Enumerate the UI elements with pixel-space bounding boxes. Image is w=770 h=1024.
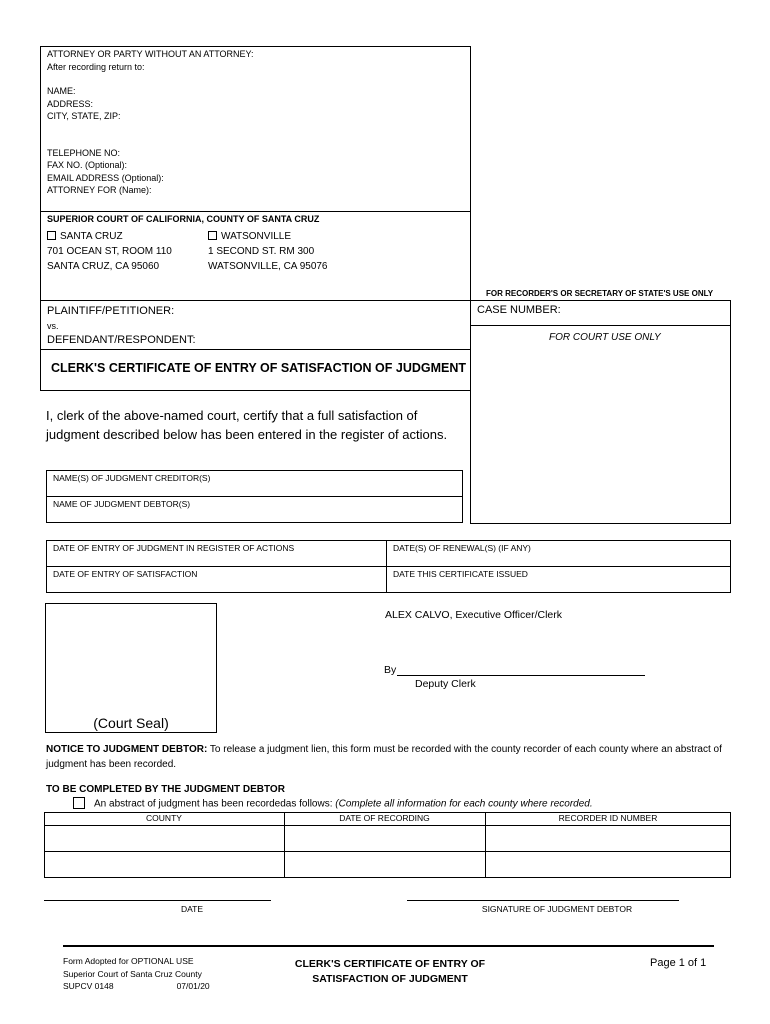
case-number-label: CASE NUMBER: xyxy=(477,304,561,316)
fax-label: FAX NO. (Optional): xyxy=(47,160,128,170)
debtor-signature-label: SIGNATURE OF JUDGMENT DEBTOR xyxy=(481,904,633,914)
abstract-note: (Complete all information for each county where recorded. xyxy=(335,798,593,810)
by-label: By xyxy=(384,664,397,676)
abstract-row xyxy=(73,798,593,810)
deputy-clerk-label: Deputy Clerk xyxy=(415,678,476,690)
col-recorder-id: RECORDER ID NUMBER xyxy=(558,813,658,823)
footer-title-line1: CLERK'S CERTIFICATE OF ENTRY OF xyxy=(294,958,486,970)
footer-date: 07/01/20 xyxy=(176,981,210,991)
footer-form-number: SUPCV 0148 xyxy=(63,981,114,991)
footer-court: Superior Court of Santa Cruz County xyxy=(63,968,202,979)
abstract-checkbox[interactable] xyxy=(73,797,85,809)
certification-text: I, clerk of the above-named court, certify that a full satisfaction of judgment described below has been entered in the register of actions. xyxy=(46,408,448,442)
col-county: COUNTY xyxy=(146,813,182,823)
footer-adopted: Form Adopted for OPTIONAL USE xyxy=(63,956,194,966)
santa-cruz-city: SANTA CRUZ, CA 95060 xyxy=(47,261,160,272)
defendant-label: DEFENDANT/RESPONDENT: xyxy=(47,334,196,346)
santa-cruz-address xyxy=(47,229,172,274)
watsonville-city: WATSONVILLE, CA 95076 xyxy=(208,261,328,272)
name-label: NAME: xyxy=(47,86,76,96)
santa-cruz-label: SANTA CRUZ xyxy=(60,231,123,242)
date-certificate-issued-label[interactable]: DATE THIS CERTIFICATE ISSUED xyxy=(393,569,528,579)
notice-text: To release a judgment lien, this form must be recorded with the county recorder of each county where an abstract of judgment has been recorded. xyxy=(46,744,722,770)
court-seal-label: (Court Seal) xyxy=(93,715,169,731)
parties xyxy=(47,304,196,348)
recording-row-divider xyxy=(44,851,731,852)
court-use-label: FOR COURT USE ONLY xyxy=(549,332,661,343)
plaintiff-label: PLAINTIFF/PETITIONER: xyxy=(47,305,175,317)
date-renewal-label[interactable]: DATE(S) OF RENEWAL(S) (IF ANY) xyxy=(393,543,531,553)
form-title: CLERK'S CERTIFICATE OF ENTRY OF SATISFACTION OF JUDGMENT xyxy=(51,361,467,375)
date-entry-judgment-label[interactable]: DATE OF ENTRY OF JUDGMENT IN REGISTER OF ACTIONS xyxy=(53,543,295,553)
debtor-section-title: TO BE COMPLETED BY THE JUDGMENT DEBTOR xyxy=(46,784,285,795)
notice xyxy=(46,742,736,772)
attorney-info xyxy=(47,48,254,197)
city-state-zip-label: CITY, STATE, ZIP: xyxy=(47,111,121,121)
dates-row-divider xyxy=(46,566,731,567)
vs-label: vs. xyxy=(47,321,59,331)
creditor-label: NAME(S) OF JUDGMENT CREDITOR(S) xyxy=(53,473,211,483)
clerk-signature-line[interactable] xyxy=(397,675,645,676)
page-number: Page 1 of 1 xyxy=(650,957,707,969)
return-to-label: After recording return to: xyxy=(47,61,145,72)
debtor-signature-line[interactable] xyxy=(407,900,679,901)
date-signature-line[interactable] xyxy=(44,900,271,901)
santa-cruz-street: 701 OCEAN ST, ROOM 110 xyxy=(47,246,172,257)
court-seal-box xyxy=(45,603,217,733)
telephone-label: TELEPHONE NO: xyxy=(47,147,121,158)
attorney-for-label: ATTORNEY FOR (Name): xyxy=(47,185,152,195)
watsonville-street: 1 SECOND ST. RM 300 xyxy=(208,246,315,257)
santa-cruz-checkbox[interactable] xyxy=(47,231,56,240)
case-number-divider xyxy=(470,325,731,326)
watsonville-checkbox[interactable] xyxy=(208,231,217,240)
footer-form-info xyxy=(63,955,210,993)
notice-label: NOTICE TO JUDGMENT DEBTOR: xyxy=(46,744,208,755)
date-label: DATE xyxy=(180,904,204,914)
date-entry-satisfaction-label[interactable]: DATE OF ENTRY OF SATISFACTION xyxy=(53,569,198,579)
footer-title xyxy=(270,957,510,987)
recording-header-divider xyxy=(44,825,731,826)
footer-divider xyxy=(63,945,714,947)
dates-col-divider xyxy=(386,540,387,593)
address-label: ADDRESS: xyxy=(47,98,94,109)
clerk-name: ALEX CALVO, Executive Officer/Clerk xyxy=(385,609,563,621)
recorder-use-label: FOR RECORDER'S OR SECRETARY OF STATE'S USE ONLY xyxy=(486,289,714,298)
attorney-heading: ATTORNEY OR PARTY WITHOUT AN ATTORNEY: xyxy=(47,49,254,59)
watsonville-address xyxy=(208,229,328,274)
col-date-of-recording: DATE OF RECORDING xyxy=(339,813,430,823)
court-title: SUPERIOR COURT OF CALIFORNIA, COUNTY OF SANTA CRUZ xyxy=(47,214,320,224)
abstract-text: An abstract of judgment has been recordedas follows: xyxy=(94,798,333,810)
email-label: EMAIL ADDRESS (Optional): xyxy=(47,172,164,183)
watsonville-label: WATSONVILLE xyxy=(221,231,292,242)
creditor-divider xyxy=(46,496,463,497)
debtor-label: NAME OF JUDGMENT DEBTOR(S) xyxy=(53,499,191,509)
footer-title-line2: SATISFACTION OF JUDGMENT xyxy=(312,973,468,985)
